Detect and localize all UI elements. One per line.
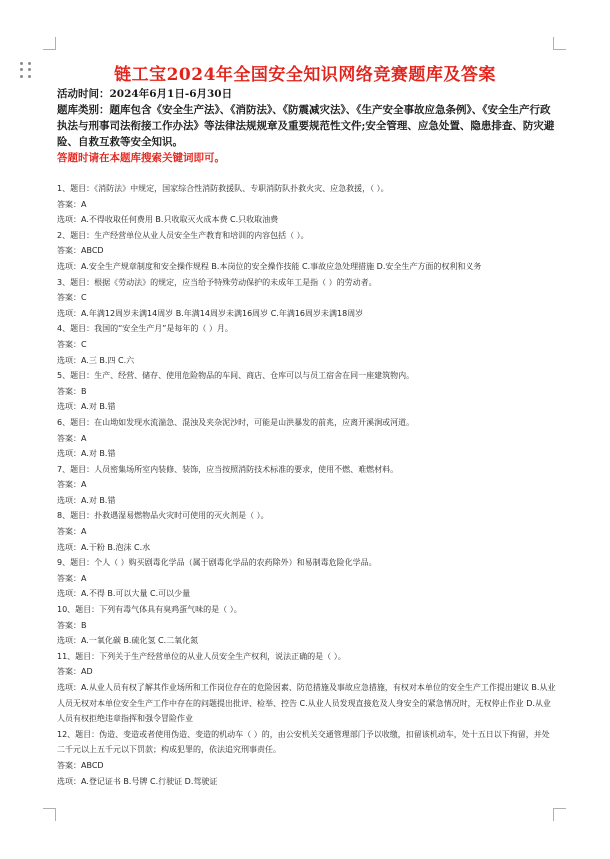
options-line: 选项：A.从业人员有权了解其作业场所和工作岗位存在的危险因素、防范措施及事故应急措施，有权对本单位的安全生产工作提出建议 B.从业人员无权对本单位安全生产工作中存在的问题提出批评、检举、控告 C.从业人员发现直接危及人身安全的紧急情况时，无权停止作业 D.从业人员有权拒绝违章指挥和强令冒险作业 (57, 683, 556, 724)
answer-line: 答案：ABCD (57, 246, 104, 256)
answer-line: 答案：A (57, 433, 87, 443)
answer-line: 答案：B (57, 620, 87, 630)
options-line: 选项：A.不得 B.可以大量 C.可以少量 (57, 589, 191, 599)
question-list (57, 181, 557, 789)
question-line: 9、题目：个人（ ）购买剧毒化学品（属于剧毒化学品的农药除外）和易制毒危险化学品。 (57, 558, 377, 568)
options-line: 选项：A.干粉 B.泡沫 C.水 (57, 542, 151, 552)
question-categories: 题库类别：题库包含《安全生产法》、《消防法》、《防震减灾法》、《生产安全事故应急条例》、《安全生产行政执法与刑事司法衔接工作办法》等法律法规规章及重要规范性文件;安全管理、应急处置、隐患排查、防灾避险、自救互救等安全知识。 (57, 104, 555, 148)
crop-mark-bottom-right (553, 808, 566, 821)
question-line: 5、题目：生产、经营、储存、使用危险物品的车间、商店、仓库可以与员工宿舍在同一座建筑物内。 (57, 371, 415, 381)
question-line: 3、题目：根据《劳动法》的规定，应当给予特殊劳动保护的未成年工是指（ ）的劳动者。 (57, 277, 377, 287)
question-line: 6、题目：在山坳如发现水流湍急、混浊及夹杂泥沙时，可能是山洪暴发的前兆，应离开溪涧或河道。 (57, 417, 415, 427)
answer-line: 答案：C (57, 339, 87, 349)
options-line: 选项：A.不得收取任何费用 B.只收取灭火成本费 C.只收取油费 (57, 215, 279, 225)
options-line: 选项：A.年满12周岁未满14周岁 B.年满14周岁未满16周岁 C.年满16周岁未满18周岁 (57, 308, 364, 318)
options-line: 选项：A.登记证书 B.号牌 C.行驶证 D.驾驶证 (57, 776, 218, 786)
question-line: 12、题目：伪造、变造或者使用伪造、变造的机动车（ ）的，由公安机关交通管理部门予以收缴，扣留该机动车，处十五日以下拘留，并处二千元以上五千元以下罚款；构成犯罪的，依法追究刑事责任。 (57, 729, 550, 755)
answer-line: 答案：A (57, 199, 87, 209)
question-line: 2、题目：生产经营单位从业人员安全生产教育和培训的内容包括（ ）。 (57, 230, 309, 240)
answer-line: 答案：A (57, 573, 87, 583)
options-line: 选项：A.安全生产规章制度和安全操作规程 B.本岗位的安全操作技能 C.事故应急处理措施 D.安全生产方面的权利和义务 (57, 261, 482, 271)
options-line: 选项：A.一氧化碳 B.硫化氢 C.二氧化氮 (57, 636, 199, 646)
answer-line: 答案：AD (57, 667, 93, 677)
answer-line: 答案：A (57, 480, 87, 490)
options-line: 选项：A.对 B.错 (57, 449, 116, 459)
question-line: 7、题目：人员密集场所室内装修、装饰，应当按照消防技术标准的要求，使用不燃、难燃材料。 (57, 464, 399, 474)
question-line: 8、题目：扑救遇湿易燃物品火灾时可使用的灭火剂是（ ）。 (57, 511, 269, 521)
answer-line: 答案：A (57, 527, 87, 537)
question-line: 1、题目：《消防法》中规定，国家综合性消防救援队、专职消防队扑救火灾、应急救援，（ ）。 (57, 184, 389, 193)
crop-mark-top-right (553, 37, 566, 50)
question-line: 4、题目：我国的“安全生产月”是每年的（ ）月。 (57, 324, 233, 334)
activity-time: 活动时间：2024年6月1日-6月30日 (57, 88, 233, 100)
document-title: 链工宝2024年全国安全知识网络竞赛题库及答案 (114, 65, 496, 85)
options-line: 选项：A.对 B.错 (57, 495, 116, 505)
question-line: 10、题目：下列有毒气体具有臭鸡蛋气味的是（ ）。 (57, 605, 242, 615)
answer-line: 答案：B (57, 386, 87, 396)
answer-tip: 答题时请在本题库搜索关键词即可。 (57, 152, 225, 164)
options-line: 选项：A.三 B.四 C.六 (57, 355, 135, 365)
question-line: 11、题目：下列关于生产经营单位的从业人员安全生产权利，说法正确的是（ ）。 (57, 651, 346, 661)
answer-line: 答案：ABCD (57, 760, 104, 770)
options-line: 选项：A.对 B.错 (57, 402, 116, 412)
crop-mark-top-left (43, 37, 56, 50)
crop-mark-bottom-left (43, 808, 56, 821)
document-header (57, 86, 557, 166)
answer-line: 答案：C (57, 293, 87, 303)
